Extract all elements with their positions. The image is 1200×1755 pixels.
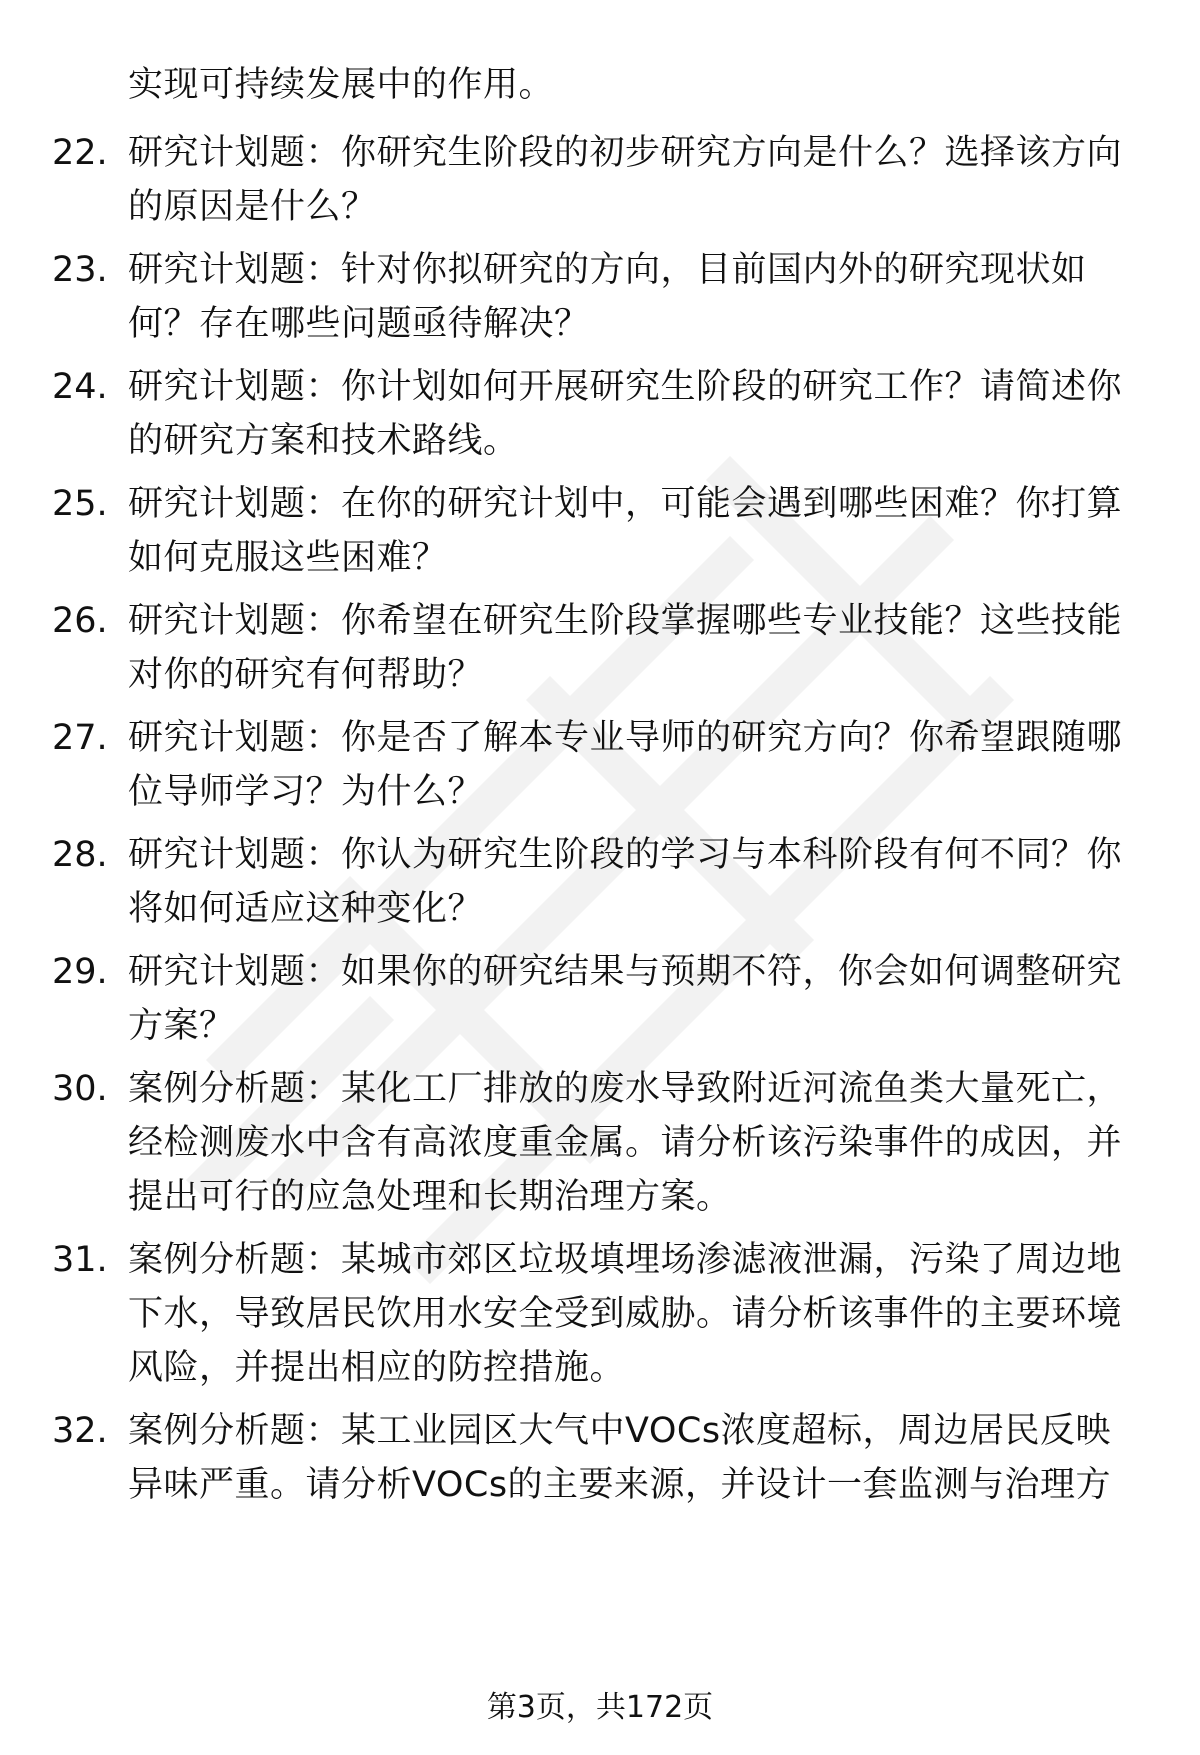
question-text: 研究计划题：你是否了解本专业导师的研究方向？你希望跟随哪 位导师学习？为什么？	[128, 718, 1123, 812]
question-number: 22.	[52, 133, 108, 173]
question-text: 研究计划题：你希望在研究生阶段掌握哪些专业技能？这些技能 对你的研究有何帮助？	[128, 601, 1123, 695]
question-text: 研究计划题：你计划如何开展研究生阶段的研究工作？请简述你 的研究方案和技术路线。	[128, 367, 1123, 461]
question-number: 30.	[52, 1069, 108, 1109]
question-number: 32.	[52, 1411, 108, 1451]
question-text: 案例分析题：某工业园区大气中VOCs浓度超标，周边居民反映 异味严重。请分析VOCs的主要来源，并设计一套监测与治理方	[128, 1411, 1112, 1505]
page-footer: 第3页，共172页	[486, 1690, 714, 1725]
continued-text: 实现可持续发展中的作用。	[128, 65, 555, 105]
question-number: 26.	[52, 601, 108, 641]
question-text: 案例分析题：某城市郊区垃圾填埋场渗滤液泄漏，污染了周边地 下水，导致居民饮用水安全受到威胁。请分析该事件的主要环境 风险，并提出相应的防控措施。	[128, 1240, 1123, 1388]
question-number: 28.	[52, 835, 108, 875]
question-number: 29.	[52, 952, 108, 992]
question-number: 23.	[52, 250, 108, 290]
question-text: 案例分析题：某化工厂排放的废水导致附近河流鱼类大量死亡， 经检测废水中含有高浓度重金属。请分析该污染事件的成因，并 提出可行的应急处理和长期治理方案。	[128, 1069, 1123, 1217]
question-number: 24.	[52, 367, 108, 407]
question-text: 研究计划题：针对你拟研究的方向，目前国内外的研究现状如 何？存在哪些问题亟待解决？	[128, 250, 1087, 344]
question-text: 研究计划题：你认为研究生阶段的学习与本科阶段有何不同？你 将如何适应这种变化？	[128, 835, 1123, 929]
question-number: 31.	[52, 1240, 108, 1280]
question-number: 27.	[52, 718, 108, 758]
question-text: 研究计划题：如果你的研究结果与预期不符，你会如何调整研究 方案？	[128, 952, 1123, 1046]
question-number: 25.	[52, 484, 108, 524]
question-text: 研究计划题：你研究生阶段的初步研究方向是什么？选择该方向 的原因是什么？	[128, 133, 1123, 227]
question-text: 研究计划题：在你的研究计划中，可能会遇到哪些困难？你打算 如何克服这些困难？	[128, 484, 1123, 578]
